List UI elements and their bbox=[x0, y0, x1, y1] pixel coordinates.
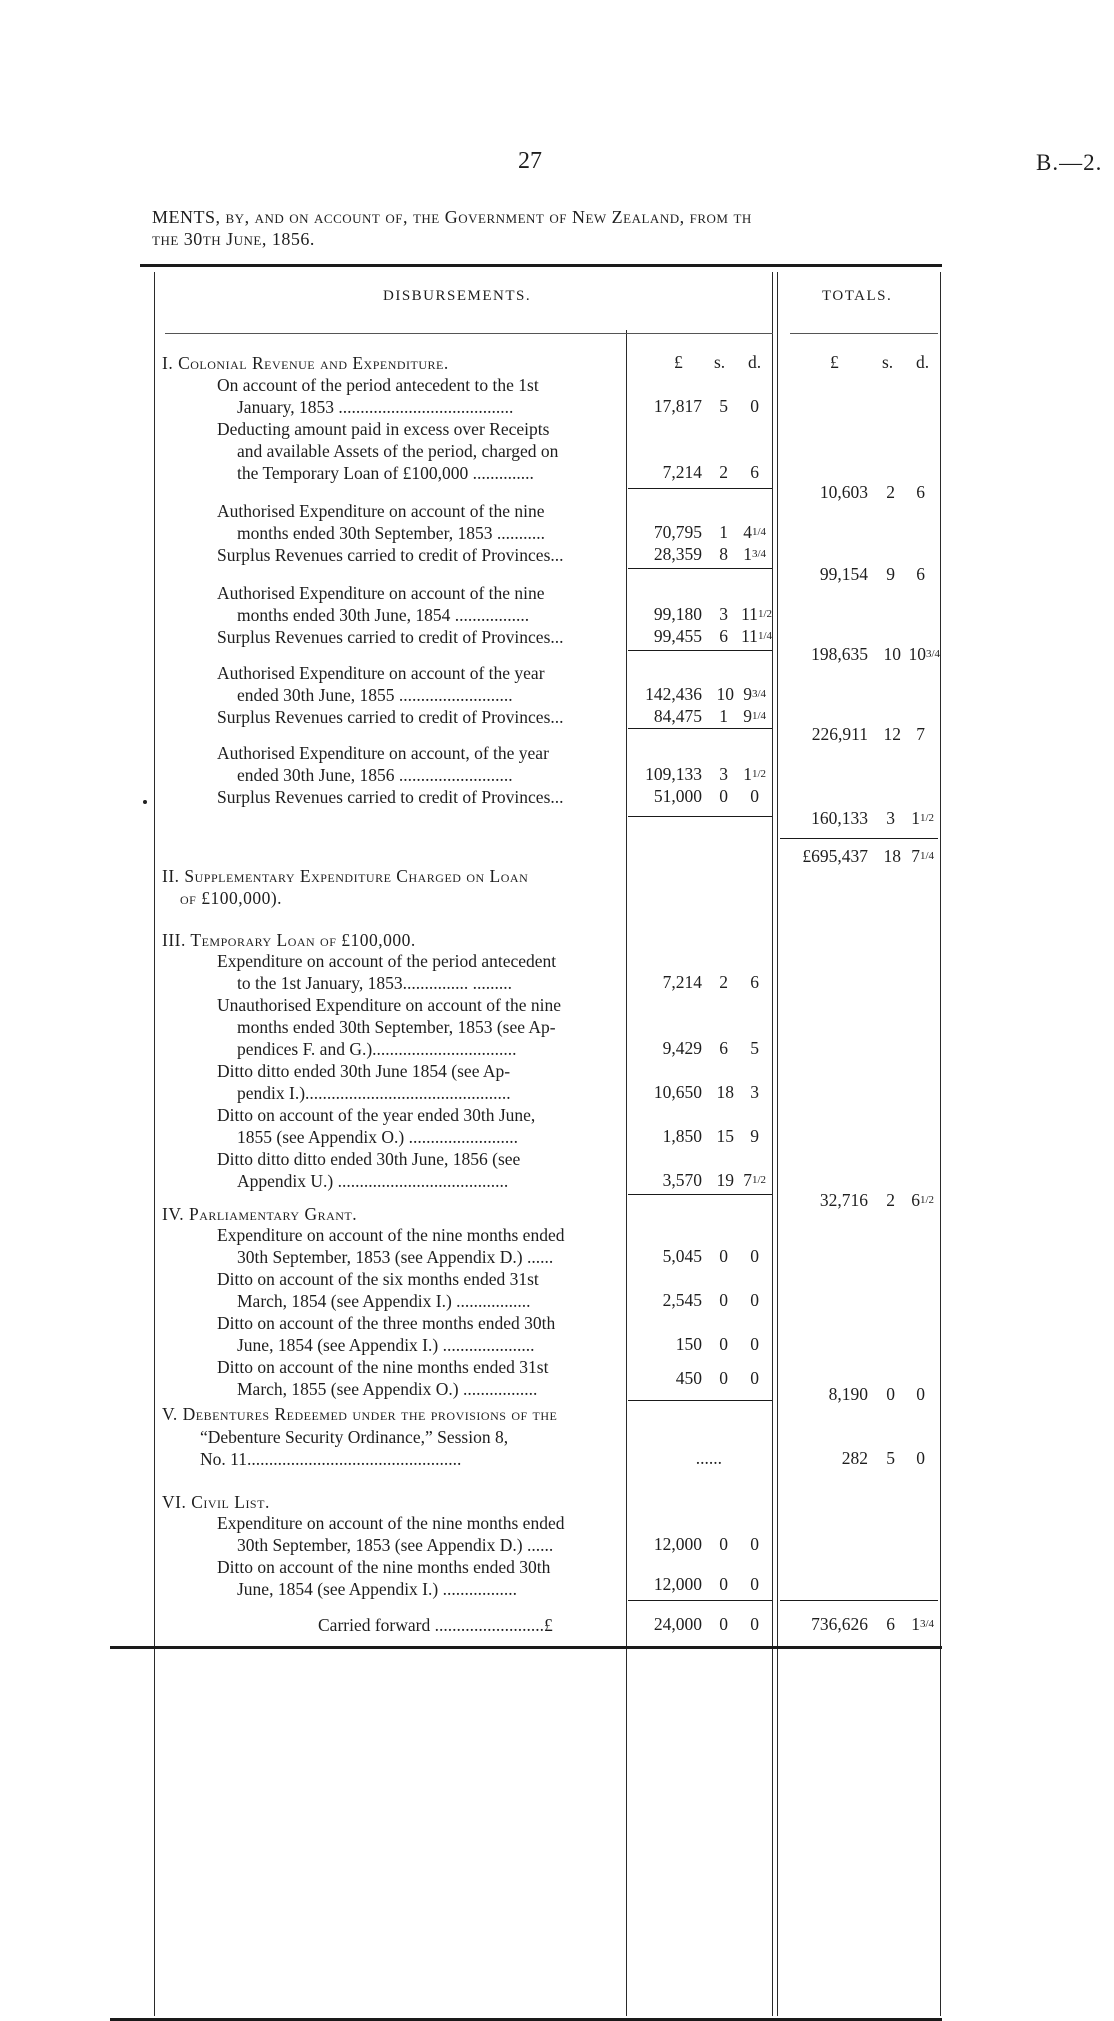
line: Expenditure on account of the period antecedent bbox=[217, 951, 557, 971]
total-shillings: 0 bbox=[886, 1384, 895, 1404]
line: 1855 (see Appendix O.) ......................... bbox=[237, 1127, 518, 1147]
amount-pounds: 70,795 bbox=[653, 522, 702, 542]
amount-pounds: 84,475 bbox=[653, 706, 702, 726]
amount-pence: 0 bbox=[750, 1574, 759, 1594]
line: and available Assets of the period, charged on bbox=[237, 441, 559, 461]
total-shillings: 18 bbox=[883, 846, 901, 866]
amount-shillings: 1 bbox=[719, 706, 728, 726]
total-pence: 0 bbox=[916, 1384, 925, 1404]
amount-pence: 3 bbox=[750, 1082, 759, 1102]
line: Surplus Revenues carried to credit of Provinces... bbox=[217, 787, 564, 807]
section-4-title: IV. Parliamentary Grant. bbox=[162, 1204, 358, 1224]
amount-pounds: 5,045 bbox=[662, 1246, 702, 1266]
amount-shillings: 18 bbox=[716, 1082, 734, 1102]
total-pence: 61/2 bbox=[911, 1190, 934, 1210]
margin-dot bbox=[143, 800, 147, 804]
amount-pounds: 2,545 bbox=[662, 1290, 702, 1310]
subtotal-rule bbox=[628, 568, 772, 569]
amount-pounds: 1,850 bbox=[662, 1126, 702, 1146]
amount-pounds: 51,000 bbox=[653, 786, 702, 806]
amount-pence: 9 bbox=[750, 1126, 759, 1146]
disbursements-heading: DISBURSEMENTS. bbox=[383, 288, 532, 304]
title-line-2: the 30th June, 1856. bbox=[152, 229, 315, 249]
line: Ditto on account of the nine months ended 31st bbox=[217, 1357, 549, 1377]
amount-shillings: 0 bbox=[719, 1574, 728, 1594]
left-border bbox=[154, 272, 155, 2016]
amount-pence: 71/2 bbox=[743, 1170, 766, 1190]
line: Authorised Expenditure on account of the nine bbox=[217, 583, 545, 603]
total-pounds: £695,437 bbox=[802, 846, 868, 866]
amount-pence: 6 bbox=[750, 972, 759, 992]
total-shillings: 9 bbox=[886, 564, 895, 584]
footer-rule bbox=[110, 1646, 942, 1649]
total-shillings: 2 bbox=[886, 482, 895, 502]
section-1-title: I. Colonial Revenue and Expenditure. bbox=[162, 353, 449, 373]
line: pendix I.)............................................... bbox=[237, 1083, 511, 1103]
line: June, 1854 (see Appendix I.) ..................... bbox=[237, 1335, 535, 1355]
amount-shillings: 5 bbox=[719, 396, 728, 416]
amount-pence: 11/2 bbox=[743, 764, 766, 784]
line: 30th September, 1853 (see Appendix D.) ...... bbox=[237, 1535, 554, 1555]
line: Expenditure on account of the nine months ended bbox=[217, 1513, 565, 1533]
document-reference: B.—2. bbox=[1036, 150, 1103, 175]
amount-shillings: 0 bbox=[719, 786, 728, 806]
amount-placeholder: ...... bbox=[695, 1448, 722, 1468]
page-number: 27 bbox=[518, 148, 542, 174]
line: March, 1855 (see Appendix O.) ................. bbox=[237, 1379, 538, 1399]
amount-pence: 41/4 bbox=[743, 522, 766, 542]
amount-shillings: 8 bbox=[719, 544, 728, 564]
line: to the 1st January, 1853............... ......... bbox=[237, 973, 512, 993]
line: the Temporary Loan of £100,000 .............. bbox=[237, 463, 534, 483]
amount-pounds: 12,000 bbox=[653, 1574, 702, 1594]
line: Ditto on account of the nine months ended 30th bbox=[217, 1557, 551, 1577]
total-shillings: 3 bbox=[886, 808, 895, 828]
totals-pound-header: £ bbox=[830, 352, 839, 372]
amount-shillings: 19 bbox=[716, 1170, 734, 1190]
line: Authorised Expenditure on account of the nine bbox=[217, 501, 545, 521]
section-6-title: VI. Civil List. bbox=[162, 1492, 270, 1512]
amount-shillings: 1 bbox=[719, 522, 728, 542]
amount-pounds: 7,214 bbox=[662, 462, 702, 482]
amount-pence: 0 bbox=[750, 786, 759, 806]
line: Surplus Revenues carried to credit of Provinces... bbox=[217, 707, 564, 727]
line: ended 30th June, 1856 .......................... bbox=[237, 765, 513, 785]
amount-shillings: 10 bbox=[716, 684, 734, 704]
amount-pence: 6 bbox=[750, 462, 759, 482]
amount-shillings: 0 bbox=[719, 1334, 728, 1354]
total-pounds: 282 bbox=[841, 1448, 868, 1468]
line: pendices F. and G.)................................. bbox=[237, 1039, 517, 1059]
amount-shillings: 6 bbox=[719, 1038, 728, 1058]
subtotal-rule bbox=[628, 816, 772, 817]
line: January, 1853 ........................................ bbox=[237, 397, 514, 417]
totals-rule bbox=[780, 1600, 938, 1601]
total-pence: 13/4 bbox=[911, 1614, 934, 1634]
amount-pounds: 3,570 bbox=[662, 1170, 702, 1190]
subtotal-rule bbox=[628, 1600, 772, 1601]
amount-pence: 0 bbox=[750, 396, 759, 416]
total-pence: 6 bbox=[916, 564, 925, 584]
line: No. 11................................................. bbox=[200, 1449, 462, 1469]
subtotal-rule bbox=[628, 1194, 772, 1195]
subtotal-rule bbox=[628, 488, 772, 489]
pence-header: d. bbox=[748, 352, 762, 372]
amount-pounds: 109,133 bbox=[645, 764, 702, 784]
line: “Debenture Security Ordinance,” Session 8, bbox=[200, 1427, 509, 1447]
line: months ended 30th September, 1853 ........... bbox=[237, 523, 545, 543]
amount-pence: 0 bbox=[750, 1368, 759, 1388]
total-pounds: 226,911 bbox=[811, 724, 868, 744]
amount-pounds: 28,359 bbox=[653, 544, 702, 564]
amount-shillings: 15 bbox=[716, 1126, 734, 1146]
amount-shillings: 0 bbox=[719, 1534, 728, 1554]
total-shillings: 12 bbox=[883, 724, 901, 744]
total-pounds: 160,133 bbox=[811, 808, 868, 828]
amount-pounds: 7,214 bbox=[662, 972, 702, 992]
table-top-rule bbox=[140, 264, 942, 267]
line: Surplus Revenues carried to credit of Provinces... bbox=[217, 627, 564, 647]
text-column-border bbox=[626, 330, 627, 2016]
amount-pence: 0 bbox=[750, 1290, 759, 1310]
pound-header: £ bbox=[674, 352, 683, 372]
amount-pence: 111/4 bbox=[741, 626, 772, 646]
totals-gap-border bbox=[777, 272, 778, 2016]
line: March, 1854 (see Appendix I.) ................. bbox=[237, 1291, 531, 1311]
line: Authorised Expenditure on account, of the year bbox=[217, 743, 549, 763]
amount-shillings: 0 bbox=[719, 1368, 728, 1388]
amount-pounds: 9,429 bbox=[662, 1038, 702, 1058]
total-pounds: 99,154 bbox=[819, 564, 868, 584]
total-pounds: 736,626 bbox=[811, 1614, 868, 1634]
total-pence: 103/4 bbox=[908, 644, 940, 664]
subtotal-rule bbox=[628, 1400, 772, 1401]
amount-pence: 0 bbox=[750, 1534, 759, 1554]
right-border bbox=[940, 272, 941, 2016]
amount-shillings: 0 bbox=[719, 1614, 728, 1634]
line: Ditto ditto ended 30th June 1854 (see Ap- bbox=[217, 1061, 511, 1081]
line: 30th September, 1853 (see Appendix D.) ...... bbox=[237, 1247, 554, 1267]
subtotal-rule bbox=[628, 728, 772, 729]
line: months ended 30th June, 1854 ................. bbox=[237, 605, 530, 625]
line: ended 30th June, 1855 .......................... bbox=[237, 685, 513, 705]
amount-shillings: 0 bbox=[719, 1246, 728, 1266]
total-pounds: 198,635 bbox=[811, 644, 868, 664]
amount-shillings: 3 bbox=[719, 604, 728, 624]
line: Appendix U.) ....................................... bbox=[237, 1171, 509, 1191]
amount-pounds: 450 bbox=[675, 1368, 702, 1388]
section-3-title: III. Temporary Loan of £100,000. bbox=[162, 930, 416, 950]
amount-shillings: 6 bbox=[719, 626, 728, 646]
amount-pence: 93/4 bbox=[743, 684, 766, 704]
section-2-title-cont: of £100,000). bbox=[180, 888, 283, 908]
line: months ended 30th September, 1853 (see Ap- bbox=[237, 1017, 556, 1037]
total-pence: 11/2 bbox=[911, 808, 934, 828]
total-pounds: 8,190 bbox=[828, 1384, 868, 1404]
section-2-title: II. Supplementary Expenditure Charged on Loan bbox=[162, 866, 529, 886]
line: Authorised Expenditure on account of the year bbox=[217, 663, 545, 683]
amount-pounds: 99,180 bbox=[653, 604, 702, 624]
amount-shillings: 2 bbox=[719, 972, 728, 992]
amount-pounds: 142,436 bbox=[645, 684, 702, 704]
total-pence: 6 bbox=[916, 482, 925, 502]
line: Surplus Revenues carried to credit of Provinces... bbox=[217, 545, 564, 565]
line: Expenditure on account of the nine months ended bbox=[217, 1225, 565, 1245]
amount-pence: 0 bbox=[750, 1246, 759, 1266]
amount-pounds: 24,000 bbox=[653, 1614, 702, 1634]
section-5-title: V. Debentures Redeemed under the provisions of the bbox=[162, 1404, 558, 1424]
amount-shillings: 3 bbox=[719, 764, 728, 784]
amount-pounds: 10,650 bbox=[653, 1082, 702, 1102]
total-pence: 0 bbox=[916, 1448, 925, 1468]
total-pounds: 32,716 bbox=[819, 1190, 868, 1210]
title-line-1: MENTS, by, and on account of, the Government of New Zealand, from th bbox=[152, 207, 752, 227]
amount-pounds: 150 bbox=[675, 1334, 702, 1354]
shilling-header: s. bbox=[714, 352, 726, 372]
total-shillings: 2 bbox=[886, 1190, 895, 1210]
totals-heading: TOTALS. bbox=[822, 288, 893, 304]
grand-subtotal-rule bbox=[780, 838, 938, 839]
amount-pounds: 99,455 bbox=[653, 626, 702, 646]
carried-forward-label: Carried forward .........................£ bbox=[318, 1615, 553, 1635]
amount-pence: 0 bbox=[750, 1334, 759, 1354]
amount-pounds: 12,000 bbox=[653, 1534, 702, 1554]
header-rule bbox=[165, 333, 773, 334]
amount-pence: 0 bbox=[750, 1614, 759, 1634]
total-pence: 71/4 bbox=[911, 846, 934, 866]
line: June, 1854 (see Appendix I.) ................. bbox=[237, 1579, 517, 1599]
line: Ditto ditto ditto ended 30th June, 1856 (see bbox=[217, 1149, 521, 1169]
line: Deducting amount paid in excess over Receipts bbox=[217, 419, 550, 439]
total-shillings: 10 bbox=[883, 644, 901, 664]
total-pence: 7 bbox=[916, 724, 925, 744]
line: On account of the period antecedent to the 1st bbox=[217, 375, 539, 395]
total-pounds: 10,603 bbox=[819, 482, 868, 502]
line: Ditto on account of the six months ended 31st bbox=[217, 1269, 539, 1289]
line: Ditto on account of the year ended 30th June, bbox=[217, 1105, 536, 1125]
amount-pence: 13/4 bbox=[743, 544, 766, 564]
line: Ditto on account of the three months ended 30th bbox=[217, 1313, 556, 1333]
total-shillings: 6 bbox=[886, 1614, 895, 1634]
amount-pence: 91/4 bbox=[743, 706, 766, 726]
amount-shillings: 2 bbox=[719, 462, 728, 482]
disbursement-column-border bbox=[772, 272, 773, 2016]
total-shillings: 5 bbox=[886, 1448, 895, 1468]
subtotal-rule bbox=[628, 650, 772, 651]
totals-pence-header: d. bbox=[916, 352, 930, 372]
amount-pence: 111/2 bbox=[741, 604, 772, 624]
totals-shilling-header: s. bbox=[882, 352, 894, 372]
amount-pence: 5 bbox=[750, 1038, 759, 1058]
amount-shillings: 0 bbox=[719, 1290, 728, 1310]
line: Unauthorised Expenditure on account of the nine bbox=[217, 995, 562, 1015]
totals-header-rule bbox=[790, 333, 938, 334]
amount-pounds: 17,817 bbox=[653, 396, 702, 416]
